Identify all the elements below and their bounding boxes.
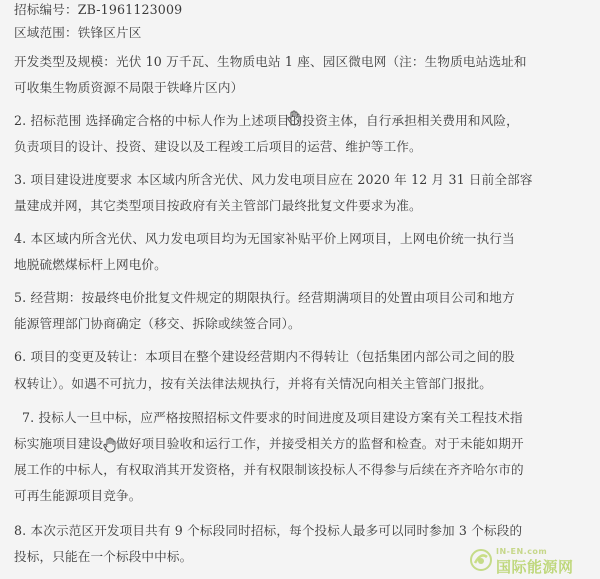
- item-7-line-4: 可再生能源项目竞争。: [14, 488, 142, 503]
- region-line: 区域范围：铁锋区片区: [14, 25, 142, 40]
- cursor-hand-icon: [103, 437, 117, 457]
- watermark-domain: IN-EN.com: [496, 547, 548, 556]
- item-7-line-2: 标实施项目建设，做好项目验收和运行工作，并接受相关方的监督和检查。对于未能如期开: [14, 436, 524, 451]
- item-3-line-1: 3. 项目建设进度要求 本区域内所含光伏、风力发电项目应在 2020 年 12 月 31 日前全部容: [14, 172, 533, 187]
- item-4-line-1: 4. 本区域内所含光伏、风力发电项目均为无国家补贴平价上网项目，上网电价统一执行当: [14, 231, 515, 246]
- item-7-line-3: 展工作的中标人，有权取消其开发资格，并有权限制该投标人不得参与后续在齐齐哈尔市的: [14, 462, 524, 477]
- cursor-hand-icon: [287, 110, 301, 130]
- item-2-line-1: 2. 招标范围 选择确定合格的中标人作为上述项目的投资主体，自行承担相关费用和风险，: [14, 113, 519, 128]
- tender-number-line: 招标编号：ZB-1961123009: [14, 2, 183, 17]
- item-5-line-1: 5. 经营期：按最终电价批复文件规定的期限执行。经营期满项目的处置由项目公司和地方: [14, 290, 515, 305]
- item-8-line-2: 投标，只能在一个标段中中标。: [14, 549, 193, 564]
- item-6-line-1: 6. 项目的变更及转让：本项目在整个建设经营期内不得转让（包括集团内部公司之间的股: [14, 349, 515, 364]
- development-type-line-cont: 可收集生物质资源不局限于铁峰片区内）: [14, 80, 244, 95]
- item-8-line-1: 8. 本次示范区开发项目共有 9 个标段同时招标，每个投标人最多可以同时参加 3 个标段的: [14, 523, 523, 538]
- item-2-line-2: 负责项目的设计、投资、建设以及工程竣工后项目的运营、维护等工作。: [14, 139, 422, 154]
- watermark-brand: 国际能源网: [496, 558, 574, 576]
- item-4-line-2: 地脱硫燃煤标杆上网电价。: [14, 257, 167, 272]
- item-6-line-2: 权转让）。如遇不可抗力，按有关法律法规执行，并将有关情况向相关主管部门报批。: [14, 376, 492, 391]
- item-3-line-2: 量建成并网，其它类型项目按政府有关主管部门最终批复文件要求为准。: [14, 198, 422, 213]
- development-type-line: 开发类型及规模：光伏 10 万千瓦、生物质电站 1 座、园区微电网（注：生物质电站选址和: [14, 54, 527, 69]
- item-5-line-2: 能源管理部门协商确定（移交、拆除或续签合同）。: [14, 316, 301, 331]
- watermark-logo-icon: [470, 549, 492, 571]
- item-7-line-1: 7. 投标人一旦中标，应严格按照招标文件要求的时间进度及项目建设方案有关工程技术指: [22, 410, 523, 425]
- watermark: [470, 547, 592, 575]
